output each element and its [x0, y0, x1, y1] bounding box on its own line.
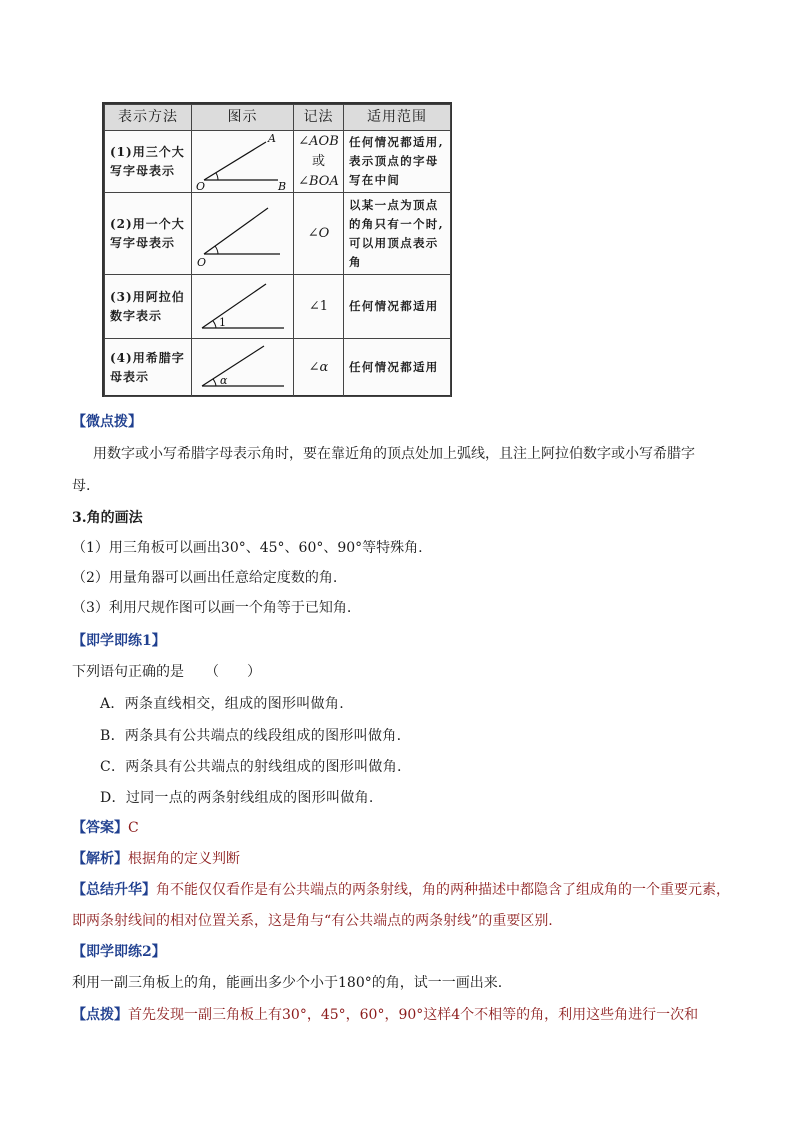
table-row: [105, 131, 451, 193]
answer-value: C: [128, 820, 139, 836]
exercise-1-question: 下列语句正确的是 （ ）: [72, 664, 261, 680]
option-c: C．两条具有公共端点的射线组成的图形叫做角.: [100, 759, 402, 775]
answer-line: [72, 818, 139, 838]
row-method: (2)用一个大写字母表示: [105, 193, 192, 275]
header-scope: 适用范围: [344, 105, 451, 131]
row-notation: [294, 131, 344, 193]
row-notation: [294, 193, 344, 275]
row-figure: [192, 339, 294, 397]
drawing-item-1: （1）用三角板可以画出30°、45°、60°、90°等特殊角.: [72, 540, 423, 556]
exercise-2-heading: 【即学即练2】: [72, 944, 166, 960]
label-b: B: [278, 179, 287, 192]
tip-line-2: 母.: [72, 478, 91, 494]
angle-o-figure: [192, 194, 294, 274]
table-row: [105, 339, 451, 397]
notation-line: 或: [311, 153, 325, 169]
angle-notation-table: [102, 102, 452, 397]
label-1: 1: [219, 315, 226, 329]
notation-line: ∠BOA: [298, 173, 339, 189]
row-method: (3)用阿拉伯数字表示: [105, 275, 192, 339]
label-o: O: [197, 255, 207, 269]
angle-1-figure: [192, 276, 294, 338]
table-header-row: [105, 105, 451, 131]
label-a: A: [268, 131, 276, 145]
option-b: B．两条具有公共端点的线段组成的图形叫做角.: [100, 728, 402, 744]
row-notation: [294, 339, 344, 397]
table-row: [105, 193, 451, 275]
hint-label: 【点拨】: [72, 1007, 128, 1023]
hint-text: 首先发现一副三角板上有30°，45°，60°，90°这样4个不相等的角，利用这些角进行一次和: [128, 1007, 699, 1023]
row-scope: 任何情况都适用,表示顶点的字母写在中间: [344, 131, 451, 193]
row-figure: [192, 275, 294, 339]
summary-line-2: 即两条射线间的相对位置关系，这是角与“有公共端点的两条射线”的重要区别.: [72, 913, 553, 929]
drawing-item-3: （3）利用尺规作图可以画一个角等于已知角.: [72, 600, 352, 616]
tip-line-1: 用数字或小写希腊字母表示角时，要在靠近角的顶点处加上弧线，且注上阿拉伯数字或小写希腊字: [93, 446, 695, 462]
row-method: (4)用希腊字母表示: [105, 339, 192, 397]
notation-line: ∠α: [308, 359, 329, 375]
summary-text-1: 角不能仅仅看作是有公共端点的两条射线，角的两种描述中都隐含了组成角的一个重要元素，: [156, 882, 730, 898]
option-d: D．过同一点的两条射线组成的图形叫做角.: [100, 790, 374, 806]
analysis-line: [72, 849, 240, 869]
drawing-item-2: （2）用量角器可以画出任意给定度数的角.: [72, 570, 338, 586]
tip-heading: 【微点拨】: [72, 414, 142, 430]
summary-line-1: [72, 880, 730, 900]
exercise-1-heading: 【即学即练1】: [72, 633, 166, 649]
notation-line: ∠AOB: [298, 133, 339, 149]
header-method: 表示方法: [105, 105, 192, 131]
row-scope: 任何情况都适用: [344, 275, 451, 339]
row-method: (1)用三个大写字母表示: [105, 131, 192, 193]
notation-line: ∠1: [308, 298, 329, 314]
header-notation: 记法: [294, 105, 344, 131]
angle-alpha-figure: [192, 340, 294, 396]
section-3-heading: 3.角的画法: [72, 510, 143, 526]
table-row: [105, 275, 451, 339]
row-figure: [192, 131, 294, 193]
notation-line: ∠O: [307, 225, 330, 241]
analysis-label: 【解析】: [72, 851, 128, 867]
exercise-2-question: 利用一副三角板上的角，能画出多少个小于180°的角，试一一画出来.: [72, 975, 503, 991]
label-o: O: [196, 179, 206, 192]
row-scope: 任何情况都适用: [344, 339, 451, 397]
label-alpha: α: [220, 373, 228, 387]
hint-line: [72, 1005, 698, 1025]
option-a: A．两条直线相交，组成的图形叫做角.: [100, 696, 344, 712]
analysis-text: 根据角的定义判断: [128, 851, 240, 867]
row-scope: 以某一点为顶点的角只有一个时,可以用顶点表示角: [344, 193, 451, 275]
angle-aob-figure: [192, 132, 294, 192]
answer-label: 【答案】: [72, 820, 128, 836]
row-figure: [192, 193, 294, 275]
header-figure: 图示: [192, 105, 294, 131]
summary-label: 【总结升华】: [72, 882, 156, 898]
row-notation: [294, 275, 344, 339]
